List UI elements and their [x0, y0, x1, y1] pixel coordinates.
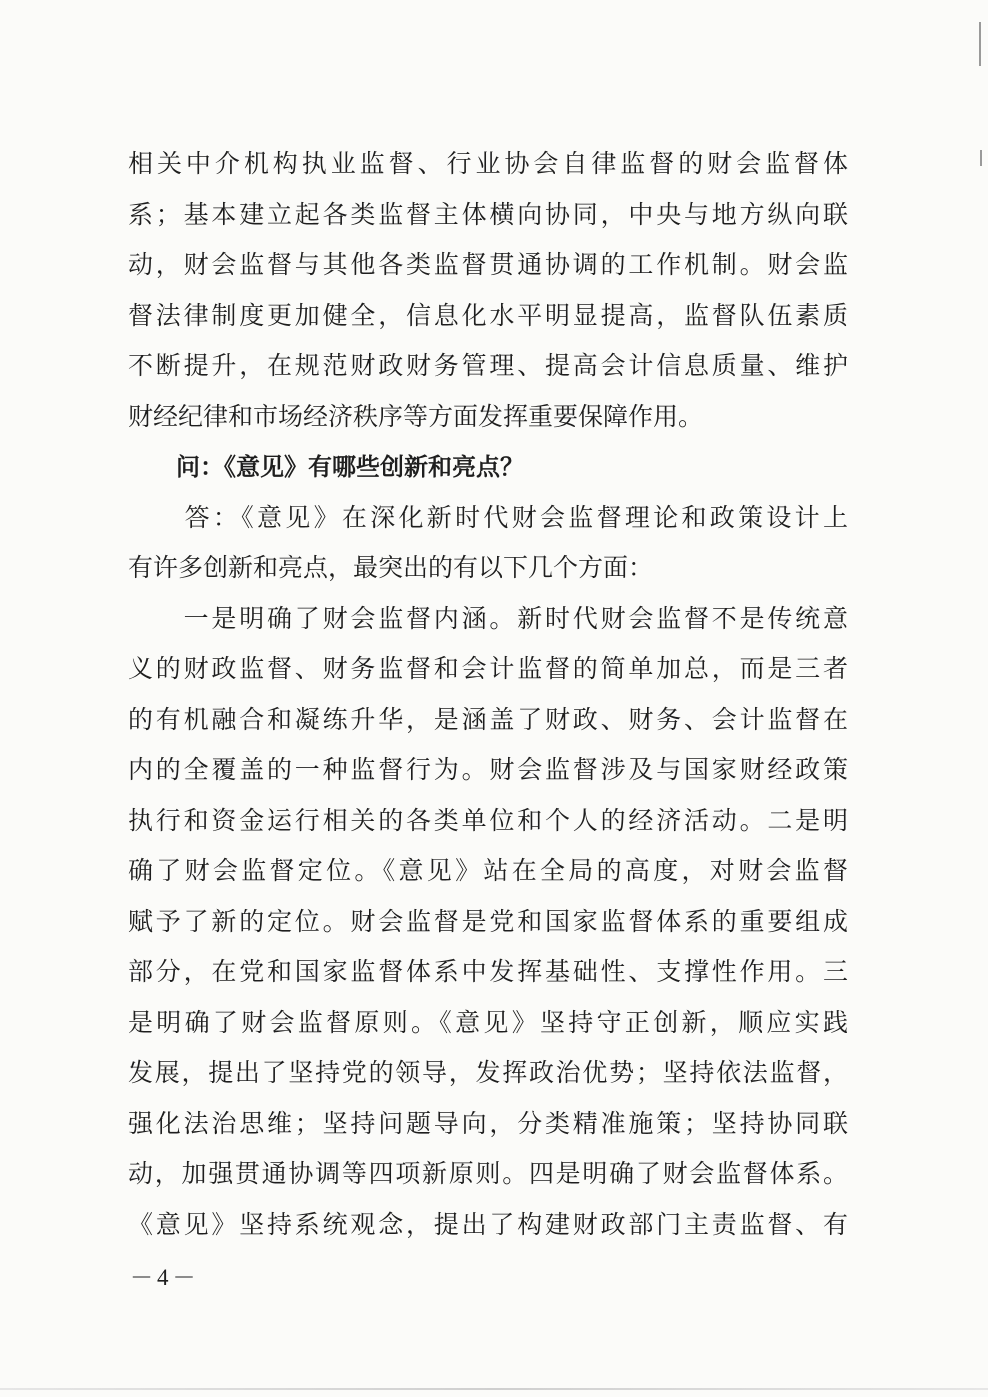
bottom-edge: [0, 1388, 988, 1390]
scan-edge-mark-right: [980, 150, 982, 166]
text-line: 相关中介机构执业监督、行业协会自律监督的财会监督体: [128, 149, 848, 178]
text-line: 赋予了新的定位。财会监督是党和国家监督体系的重要组成: [128, 906, 848, 936]
text-line: 答：《意见》在深化新时代财会监督理论和政策设计上: [128, 502, 848, 532]
text-line: 是明确了财会监督原则。《意见》坚持守正创新，顺应实践: [128, 1007, 848, 1037]
text-line: 确了财会监督定位。《意见》站在全局的高度，对财会监督: [128, 856, 848, 885]
text-line: 强化法治思维；坚持问题导向，分类精准施策；坚持协同联: [128, 1108, 848, 1138]
text-line: 义的财政监督、财务监督和会计监督的简单加总，而是三者: [128, 654, 848, 683]
text-line: 不断提升，在规范财政财务管理、提高会计信息质量、维护: [128, 351, 848, 380]
text-line: 督法律制度更加健全，信息化水平明显提高，监督队伍素质: [128, 300, 848, 330]
text-line: 内的全覆盖的一种监督行为。财会监督涉及与国家财经政策: [128, 755, 848, 784]
text-line: 《意见》坚持系统观念，提出了构建财政部门主责监督、有: [128, 1209, 848, 1239]
page-number: －4－: [130, 1265, 200, 1290]
text-line: 财经纪律和市场经济秩序等方面发挥重要保障作用。: [128, 401, 704, 431]
text-line: 有许多创新和亮点，最突出的有以下几个方面：: [128, 553, 654, 582]
question-heading: 问：《意见》有哪些创新和亮点？: [128, 453, 524, 481]
text-line: 系；基本建立起各类监督主体横向协同，中央与地方纵向联: [128, 199, 848, 229]
text-line: 发展，提出了坚持党的领导，发挥政治优势；坚持依法监督，: [128, 1058, 848, 1087]
scan-edge-mark-top-right: [979, 22, 981, 66]
text-line: 一是明确了财会监督内涵。新时代财会监督不是传统意: [128, 603, 848, 633]
text-line: 部分，在党和国家监督体系中发挥基础性、支撑性作用。三: [128, 957, 848, 986]
text-line: 动，财会监督与其他各类监督贯通协调的工作机制。财会监: [128, 250, 848, 279]
body-text: [128, 139, 848, 1250]
text-line: 动，加强贯通协调等四项新原则。四是明确了财会监督体系。: [128, 1159, 848, 1188]
text-line: 的有机融合和凝练升华，是涵盖了财政、财务、会计监督在: [128, 704, 848, 734]
text-line: 执行和资金运行相关的各类单位和个人的经济活动。二是明: [128, 805, 848, 835]
